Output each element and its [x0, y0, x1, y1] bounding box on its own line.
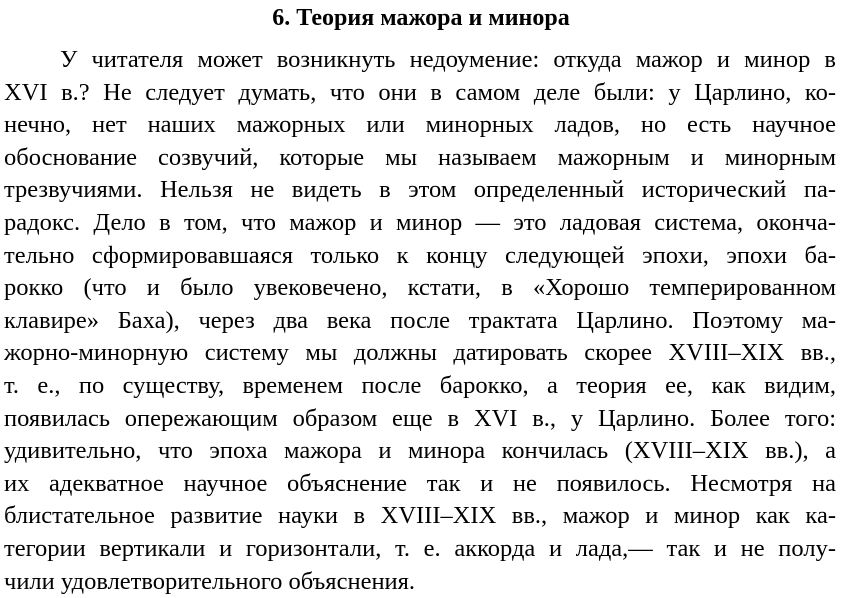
text-line: клавире» Баха), через два века после трактата Царлино. Поэтому ма-	[4, 305, 836, 338]
text-line: нечно, нет наших мажорных или минорных ладов, но есть научное	[4, 109, 836, 142]
text-line: блистательное развитие науки в XVIII–XIX вв., мажор и минор как ка-	[4, 500, 836, 533]
text-line: чили удовлетворительного объяснения.	[4, 566, 836, 598]
text-line: тельно сформировавшаяся только к концу следующей эпохи, эпохи ба-	[4, 240, 836, 273]
text-line: появилась опережающим образом еще в XVI в., у Царлино. Более того:	[4, 403, 836, 436]
text-line: жорно-минорную систему мы должны датировать скорее XVIII–XIX вв.,	[4, 337, 836, 370]
text-line: XVI в.? Не следует думать, что они в самом деле были: у Царлино, ко-	[4, 77, 836, 110]
text-line: тегории вертикали и горизонтали, т. е. аккорда и лада,— так и не полу-	[4, 533, 836, 566]
text-line: радокс. Дело в том, что мажор и минор — это ладовая система, оконча-	[4, 207, 836, 240]
text-line: т. е., по существу, временем после барокко, а теория ее, как видим,	[4, 370, 836, 403]
text-line: рокко (что и было увековечено, кстати, в «Хорошо темперированном	[4, 272, 836, 305]
body-paragraph	[4, 44, 836, 598]
text-line: У читателя может возникнуть недоумение: откуда мажор и минор в	[4, 44, 836, 77]
text-line: обоснование созвучий, которые мы называем мажорным и минорным	[4, 142, 836, 175]
text-line: трезвучиями. Нельзя не видеть в этом определенный исторический па-	[4, 174, 836, 207]
text-line: удивительно, что эпоха мажора и минора кончилась (XVIII–XIX вв.), а	[4, 435, 836, 468]
section-heading: 6. Теория мажора и минора	[0, 4, 842, 32]
text-line: их адекватное научное объяснение так и не появилось. Несмотря на	[4, 468, 836, 501]
